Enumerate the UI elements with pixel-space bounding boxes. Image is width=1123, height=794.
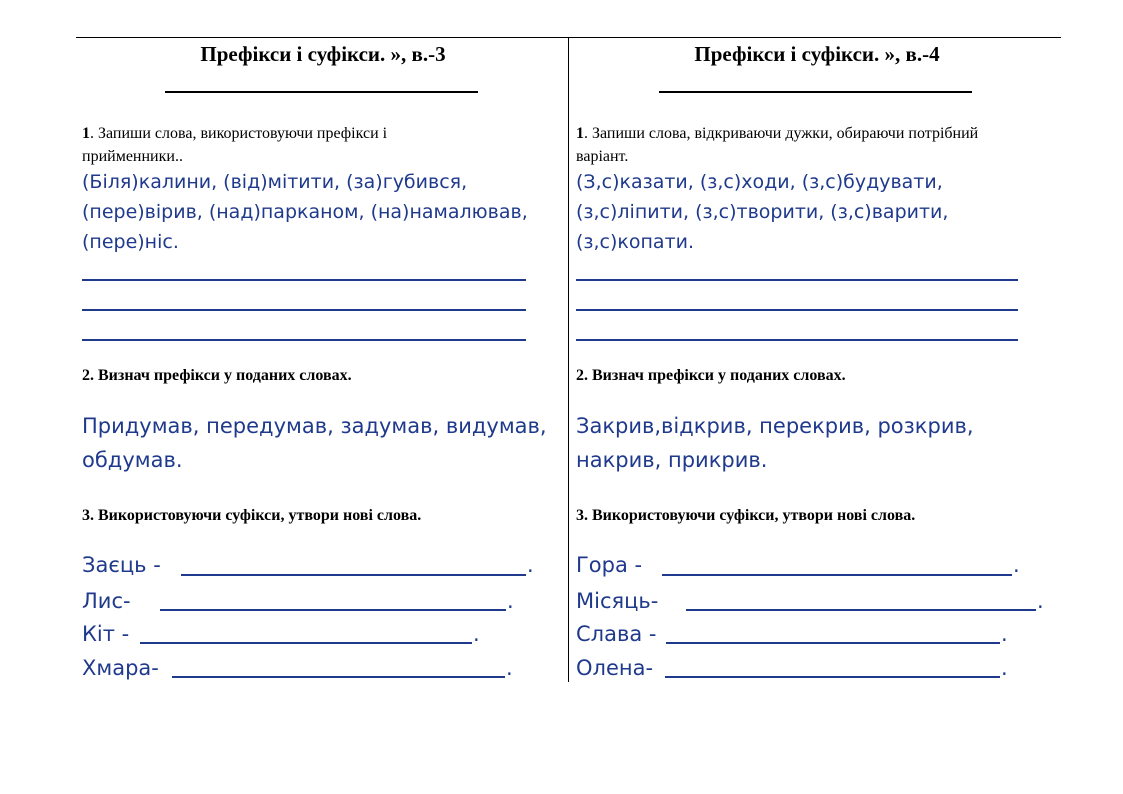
task-2-words-line-2: обдумав.	[82, 448, 183, 472]
end-mark: .	[507, 589, 514, 613]
task-1-words-line-1: (З,с)казати, (з,с)ходи, (з,с)будувати,	[576, 171, 943, 193]
task-3-item: Лис-	[82, 589, 131, 613]
answer-line[interactable]	[666, 642, 1000, 644]
task-1-instruction	[576, 122, 978, 145]
end-mark: .	[1001, 656, 1008, 680]
task-3-item: Кіт -	[82, 622, 130, 646]
task-1-text: . Запиши слова, відкриваючи дужки, обираючи потрібний	[584, 125, 979, 142]
answer-line[interactable]	[665, 676, 1000, 678]
variant-3-title: Префікси і суфікси. », в.-3	[200, 42, 446, 66]
task-3-item: Хмара-	[82, 656, 159, 680]
answer-line[interactable]	[662, 574, 1012, 576]
title-underline	[659, 91, 972, 93]
task-1-text: . Запиши слова, використовуючи префікси і	[90, 125, 388, 142]
task-1-words-line-2: (пере)вірив, (над)парканом, (на)намалював,	[82, 201, 528, 223]
answer-line[interactable]	[576, 309, 1018, 311]
task-1-words-line-3: (з,с)копати.	[576, 231, 695, 253]
end-mark: .	[473, 622, 480, 646]
task-number: 1	[82, 125, 90, 142]
task-2-heading: 2. Визнач префікси у поданих словах.	[82, 367, 352, 384]
answer-line[interactable]	[82, 309, 526, 311]
task-3-item: Гора -	[576, 553, 643, 577]
task-2-words-line-1: Закрив,відкрив, перекрив, розкрив,	[576, 414, 974, 438]
task-2-words-line-2: накрив, прикрив.	[576, 448, 768, 472]
answer-line[interactable]	[160, 609, 506, 611]
answer-line[interactable]	[140, 642, 472, 644]
answer-line[interactable]	[82, 339, 526, 341]
task-1-words-line-2: (з,с)ліпити, (з,с)творити, (з,с)варити,	[576, 201, 949, 223]
task-1-instruction	[82, 122, 387, 145]
task-3-heading: 3. Використовуючи суфікси, утвори нові слова.	[82, 507, 422, 524]
task-2-heading: 2. Визнач префікси у поданих словах.	[576, 367, 846, 384]
end-mark: .	[1037, 589, 1044, 613]
answer-line[interactable]	[172, 676, 505, 678]
task-2-words-line-1: Придумав, передумав, задумав, видумав,	[82, 414, 547, 438]
task-3-item: Місяць-	[576, 589, 659, 613]
task-1-instruction-cont: прийменники..	[82, 148, 183, 165]
end-mark: .	[1013, 553, 1020, 577]
end-mark: .	[1001, 622, 1008, 646]
variant-4-title: Префікси і суфікси. », в.-4	[694, 42, 940, 66]
answer-line[interactable]	[576, 279, 1018, 281]
column-divider	[568, 37, 569, 682]
task-1-instruction-cont: варіант.	[576, 148, 629, 165]
task-3-item: Заєць -	[82, 553, 161, 577]
answer-line[interactable]	[181, 574, 526, 576]
answer-line[interactable]	[686, 609, 1036, 611]
end-mark: .	[506, 656, 513, 680]
task-1-words-line-1: (Біля)калини, (від)мітити, (за)губився,	[82, 171, 468, 193]
title-underline	[165, 91, 478, 93]
answer-line[interactable]	[576, 339, 1018, 341]
task-1-words-line-3: (пере)ніс.	[82, 231, 179, 253]
task-3-heading: 3. Використовуючи суфікси, утвори нові слова.	[576, 507, 916, 524]
answer-line[interactable]	[82, 279, 526, 281]
end-mark: .	[527, 553, 534, 577]
task-3-item: Слава -	[576, 622, 657, 646]
task-3-item: Олена-	[576, 656, 654, 680]
task-number: 1	[576, 125, 584, 142]
